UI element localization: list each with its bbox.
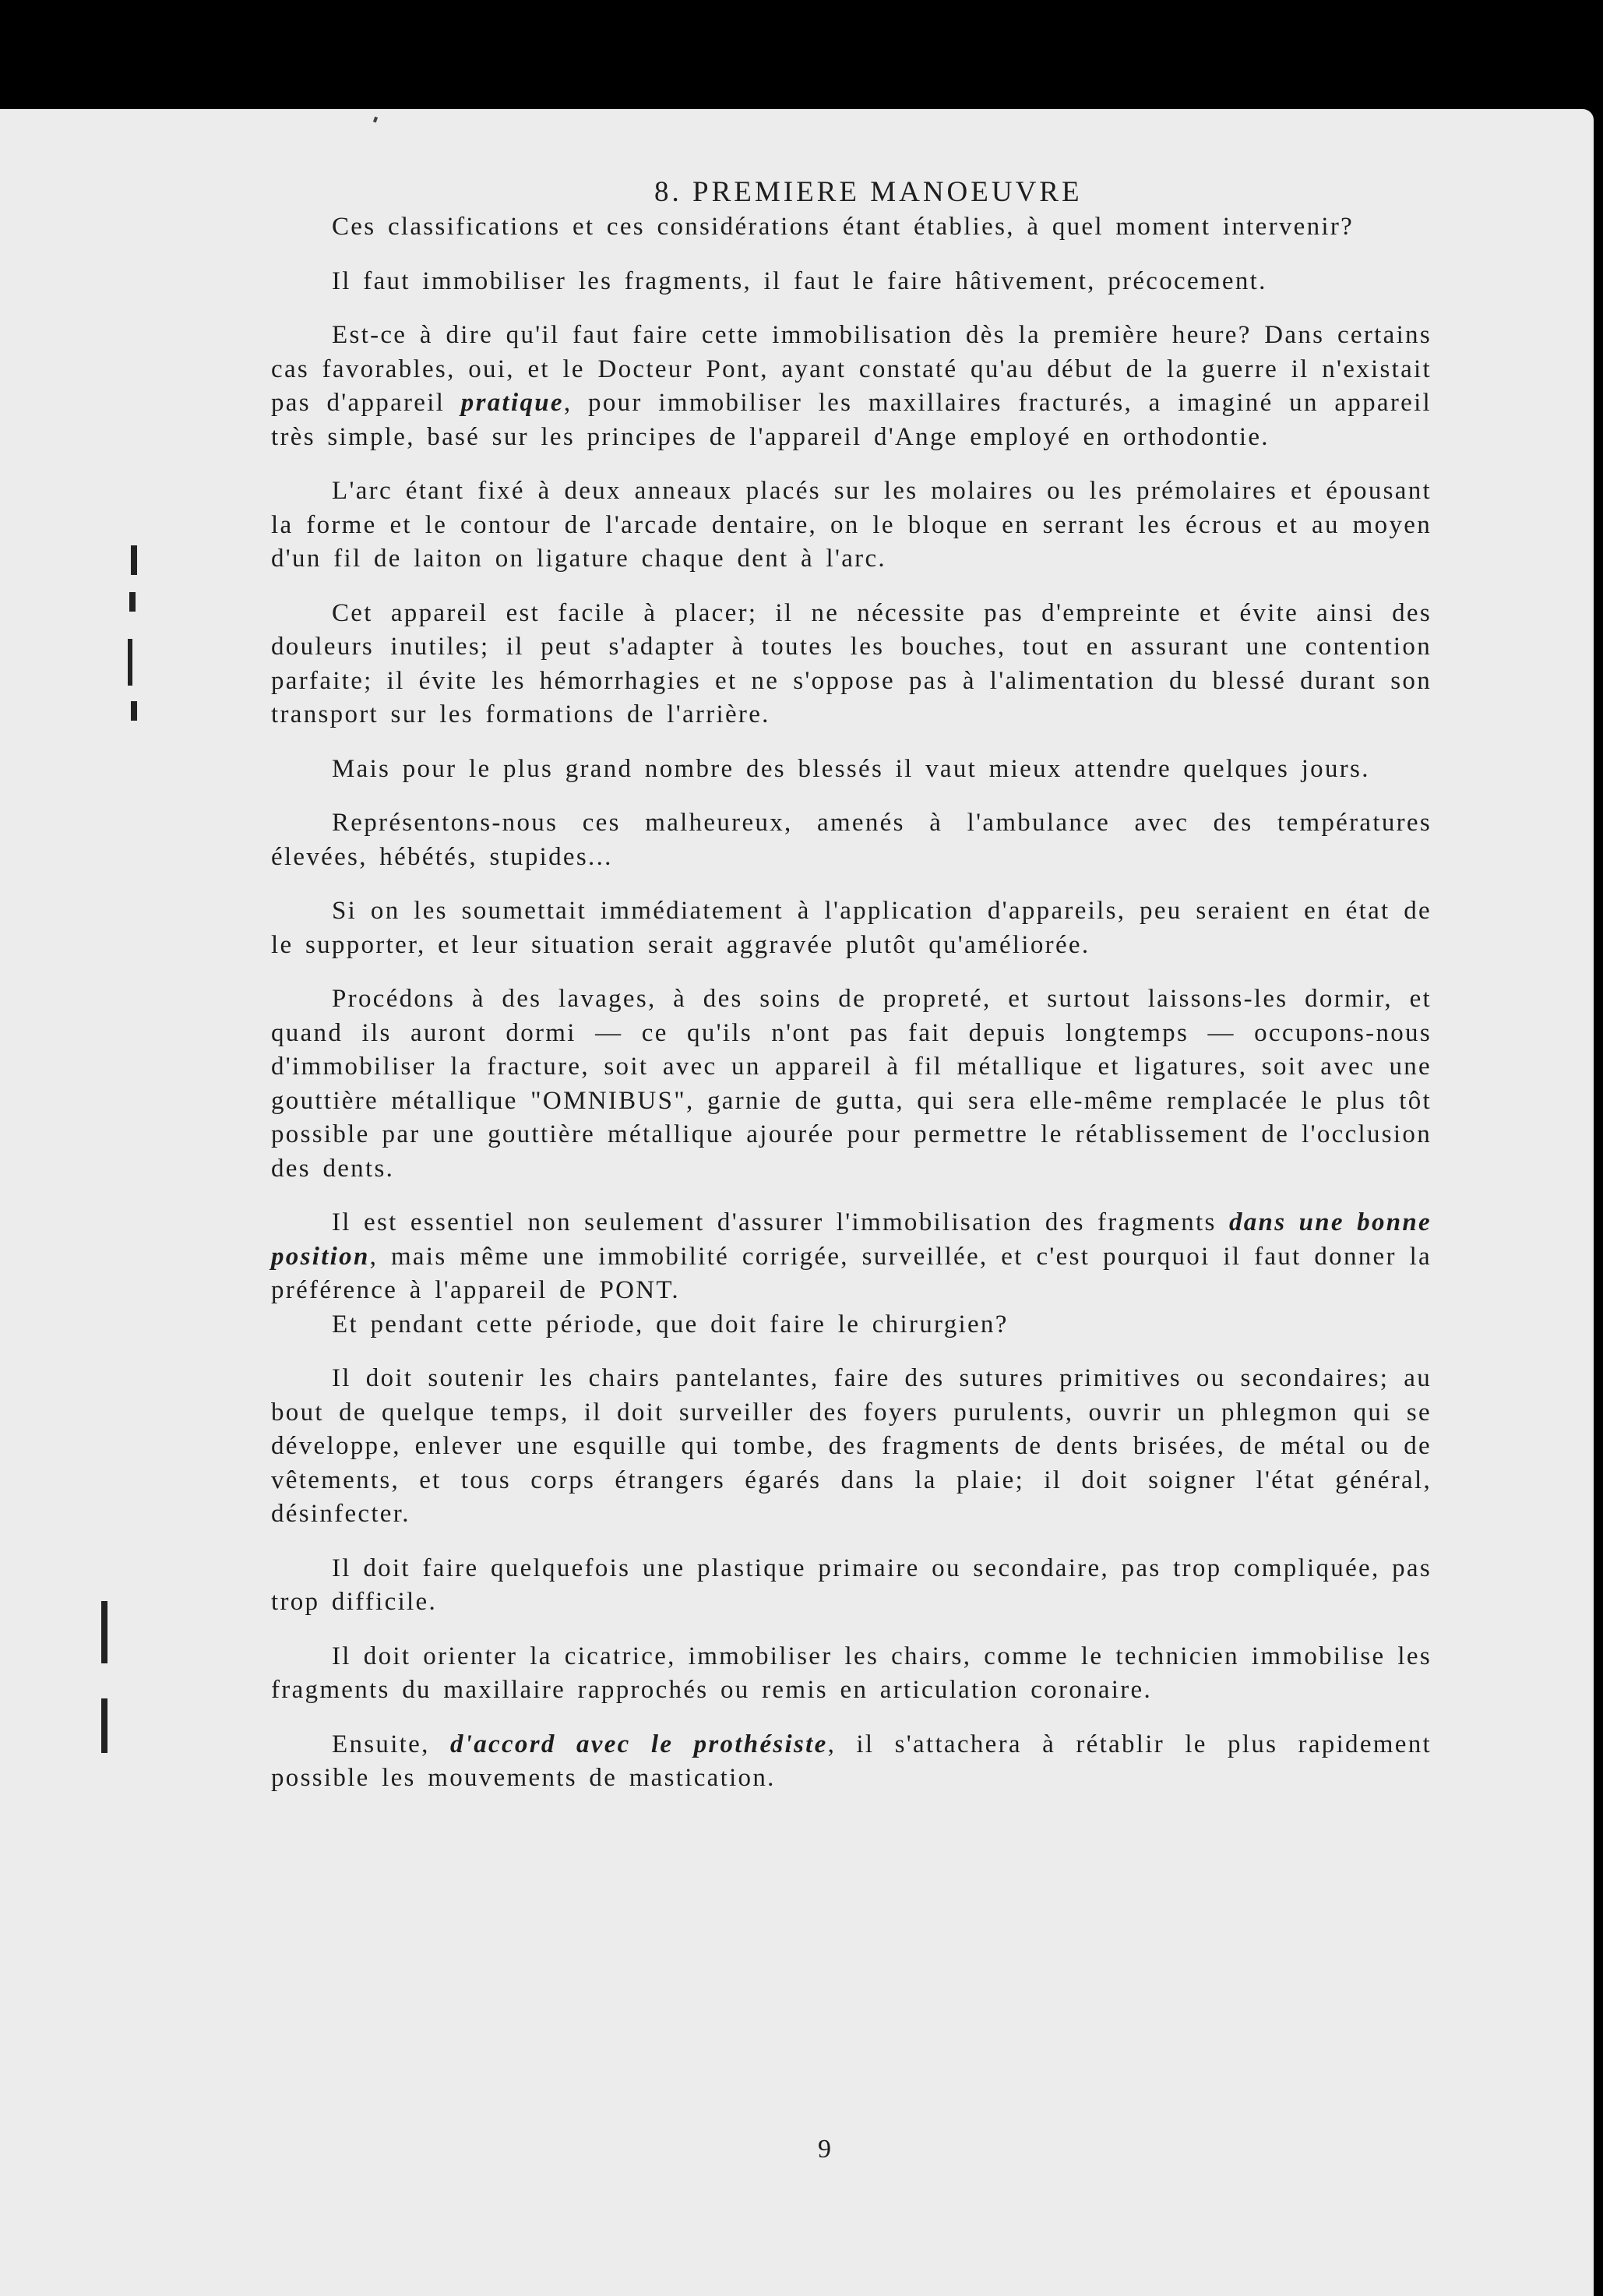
margin-mark [128, 639, 132, 686]
paragraph: L'arc étant fixé à deux anneaux placés sur les molaires ou les prémolaires et épousant la forme et le contour de l'arcade dentaire, on le bloque en serrant les écrous et au moyen d'un fil de laiton on ligature chaque dent à l'arc. [271, 477, 1432, 573]
body-text [271, 210, 1432, 1816]
emphasis: pratique [460, 389, 564, 417]
emphasis: dans une bonne position [271, 1208, 1432, 1271]
paragraph: Ces classifications et ces considérations étant établies, à quel moment intervenir? [332, 213, 1355, 241]
paragraph: Mais pour le plus grand nombre des blessés il vaut mieux attendre quelques jours. [332, 754, 1370, 783]
page-number: 9 [818, 2135, 831, 2164]
margin-mark [131, 701, 137, 721]
paragraph: Il faut immobiliser les fragments, il faut le faire hâtivement, précocement. [332, 266, 1267, 295]
paragraph: Il est essentiel non seulement d'assurer l'immobilisation des fragments dans une bonne position, mais même une immobilité corrigée, surveillée, et c'est pourquoi il faut donner la préférence à l'appareil de PONT. [271, 1208, 1432, 1304]
paragraph: Cet appareil est facile à placer; il ne nécessite pas d'empreinte et évite ainsi des douleurs inutiles; il peut s'adapter à toutes les bouches, tout en assurant une contention parfaite; il évite les hémorrhagies et ne s'oppose pas à l'alimentation du blessé durant son transport sur les formations de l'arrière. [271, 598, 1432, 728]
paragraph: Ensuite, d'accord avec le prothésiste, il s'attachera à rétablir le plus rapidement possible les mouvements de mastication. [271, 1730, 1432, 1792]
margin-mark [129, 592, 136, 612]
emphasis: d'accord avec le prothésiste [449, 1730, 828, 1758]
paragraph: Procédons à des lavages, à des soins de propreté, et surtout laissons-les dormir, et quand ils auront dormi — ce qu'ils n'ont pas fait depuis longtemps — occupons-nous d'immobiliser la fracture, soit avec un appareil à fil métallique et ligatures, soit avec une gouttière métallique "OMNIBUS", garnie de gutta, qui sera elle-même remplacée le plus tôt possible par une gouttière métallique ajourée pour permettre le rétablissement de l'occlusion des dents. [271, 985, 1432, 1183]
paragraph: Si on les soumettait immédiatement à l'application d'appareils, peu seraient en état de le supporter, et leur situation serait aggravée plutôt qu'améliorée. [271, 897, 1432, 959]
paragraph: Il doit soutenir les chairs pantelantes, faire des sutures primitives ou secondaires; au bout de quelque temps, il doit surveiller des foyers purulents, ouvrir un phlegmon qui se développe, enlever une esquille qui tombe, des fragments de dents brisées, de métal ou de vêtements, et tous corps étrangers égarés dans la plaie; il doit soigner l'état général, désinfecter. [271, 1364, 1432, 1528]
margin-mark [101, 1698, 107, 1753]
paragraph: Représentons-nous ces malheureux, amenés à l'ambulance avec des températures élevées, hébétés, stupides... [271, 809, 1432, 871]
margin-mark [131, 545, 137, 575]
section-heading: 8. PREMIERE MANOEUVRE [654, 176, 1083, 208]
paragraph: Il doit faire quelquefois une plastique primaire ou secondaire, pas trop compliquée, pas trop difficile. [271, 1554, 1432, 1616]
paragraph: Et pendant cette période, que doit faire le chirurgien? [332, 1310, 1009, 1338]
margin-mark [101, 1601, 107, 1663]
paragraph: Il doit orienter la cicatrice, immobiliser les chairs, comme le technicien immobilise les fragments du maxillaire rapprochés ou remis en articulation coronaire. [271, 1642, 1432, 1704]
paragraph: Est-ce à dire qu'il faut faire cette immobilisation dès la première heure? Dans certains cas favorables, oui, et le Docteur Pont, ayant constaté qu'au début de la guerre il n'existait pas d'appareil pratique, pour immobiliser les maxillaires fracturés, a imaginé un appareil très simple, basé sur les principes de l'appareil d'Ange employé en orthodontie. [271, 321, 1432, 451]
